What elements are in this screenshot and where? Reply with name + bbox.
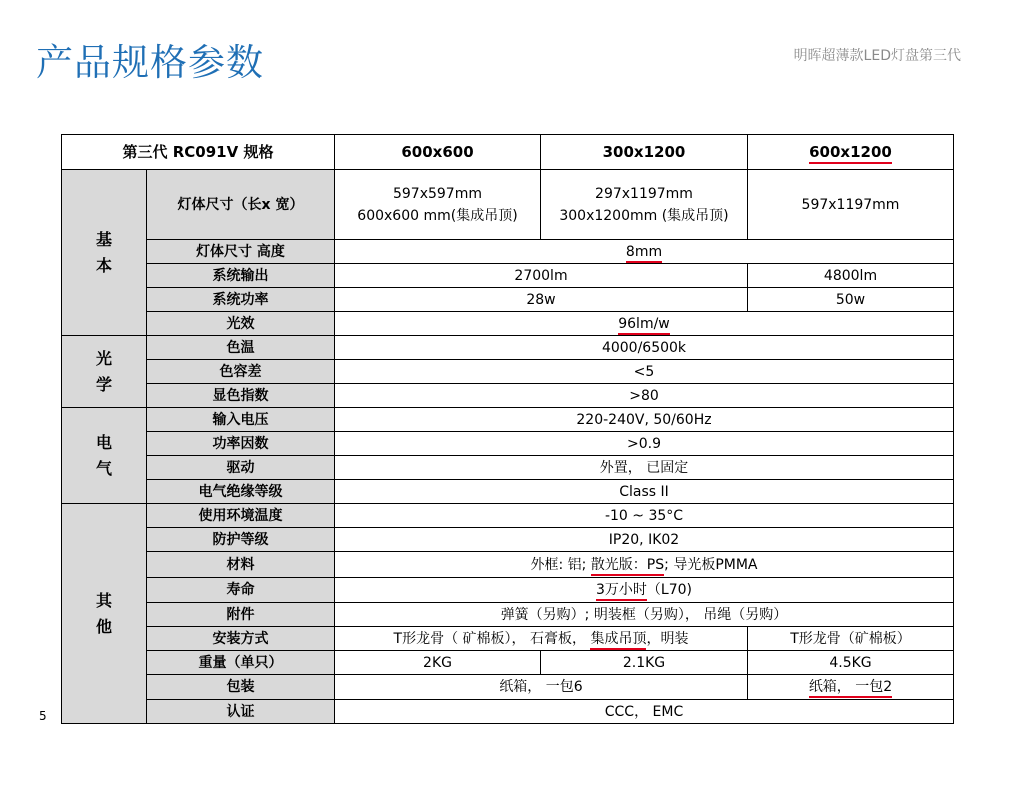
group-label-optical: 光 学 [62, 336, 147, 408]
cell-install-2: T形龙骨（矿棉板） [748, 627, 954, 651]
cell-cri: >80 [335, 384, 954, 408]
table-row [62, 264, 954, 288]
cell-driver: 外置， 已固定 [335, 456, 954, 480]
page-number: 5 [39, 709, 47, 723]
row-label-cri: 显色指数 [147, 384, 335, 408]
row-label-accessories: 附件 [147, 603, 335, 627]
cell-material: 外框: 铝; 散光版：PS; 导光板PMMA [335, 552, 954, 578]
cell-power-1: 28w [335, 288, 748, 312]
row-label-insulation: 电气绝缘等级 [147, 480, 335, 504]
cell-pf: >0.9 [335, 432, 954, 456]
column-header-600x1200-label: 600x1200 [809, 143, 892, 164]
cell-sdcm: <5 [335, 360, 954, 384]
row-label-height: 灯体尺寸 高度 [147, 240, 335, 264]
table-corner-header: 第三代 RC091V 规格 [62, 135, 335, 170]
cell-cert: CCC， EMC [335, 700, 954, 724]
cell-size-600x1200: 597x1197mm [748, 170, 954, 240]
table-row [62, 312, 954, 336]
row-label-package: 包装 [147, 675, 335, 700]
table-row [62, 480, 954, 504]
cell-height: 8mm [335, 240, 954, 264]
column-header-600x600: 600x600 [335, 135, 541, 170]
cell-package-1: 纸箱， 一包6 [335, 675, 748, 700]
row-label-weight: 重量（单只） [147, 651, 335, 675]
cell-efficacy: 96lm/w [335, 312, 954, 336]
row-label-install: 安装方式 [147, 627, 335, 651]
table-row [62, 675, 954, 700]
row-label-size: 灯体尺寸（长x 宽） [147, 170, 335, 240]
page-title: 产品规格参数 [36, 41, 264, 84]
spec-table [61, 134, 954, 724]
table-row [62, 627, 954, 651]
table-row [62, 240, 954, 264]
table-row [62, 456, 954, 480]
row-label-power: 系统功率 [147, 288, 335, 312]
row-label-voltage: 输入电压 [147, 408, 335, 432]
table-row [62, 552, 954, 578]
row-label-driver: 驱动 [147, 456, 335, 480]
cell-weight-600x1200: 4.5KG [748, 651, 954, 675]
row-label-output: 系统输出 [147, 264, 335, 288]
table-row [62, 504, 954, 528]
table-row [62, 578, 954, 603]
row-label-pf: 功率因数 [147, 432, 335, 456]
table-row [62, 432, 954, 456]
cell-temp: -10 ~ 35°C [335, 504, 954, 528]
table-row [62, 384, 954, 408]
row-label-sdcm: 色容差 [147, 360, 335, 384]
table-row [62, 408, 954, 432]
table-row [62, 651, 954, 675]
table-row [62, 603, 954, 627]
row-label-temp: 使用环境温度 [147, 504, 335, 528]
cell-weight-300x1200: 2.1KG [541, 651, 748, 675]
table-header-row [62, 135, 954, 170]
cell-ip: IP20, IK02 [335, 528, 954, 552]
row-label-efficacy: 光效 [147, 312, 335, 336]
cell-package-2: 纸箱， 一包2 [748, 675, 954, 700]
row-label-lifetime: 寿命 [147, 578, 335, 603]
cell-accessories: 弹簧（另购）; 明装框（另购）， 吊绳（另购） [335, 603, 954, 627]
group-label-other: 其 他 [62, 504, 147, 724]
column-header-300x1200: 300x1200 [541, 135, 748, 170]
cell-weight-600x600: 2KG [335, 651, 541, 675]
table-row [62, 360, 954, 384]
row-label-material: 材料 [147, 552, 335, 578]
row-label-cct: 色温 [147, 336, 335, 360]
cell-size-600x600: 597x597mm 600x600 mm(集成吊顶) [335, 170, 541, 240]
group-label-basic: 基 本 [62, 170, 147, 336]
page-subtitle: 明晖超薄款LED灯盘第三代 [793, 48, 961, 64]
table-row [62, 336, 954, 360]
cell-size-300x1200: 297x1197mm 300x1200mm (集成吊顶) [541, 170, 748, 240]
cell-lifetime: 3万小时（L70) [335, 578, 954, 603]
cell-output-1: 2700lm [335, 264, 748, 288]
cell-cct: 4000/6500k [335, 336, 954, 360]
table-row [62, 170, 954, 240]
row-label-ip: 防护等级 [147, 528, 335, 552]
cell-output-2: 4800lm [748, 264, 954, 288]
cell-power-2: 50w [748, 288, 954, 312]
table-row [62, 288, 954, 312]
group-label-electrical: 电 气 [62, 408, 147, 504]
cell-install-1: T形龙骨（ 矿棉板）， 石膏板， 集成吊顶，明装 [335, 627, 748, 651]
cell-insulation: Class II [335, 480, 954, 504]
column-header-600x1200 [748, 135, 954, 170]
table-row [62, 528, 954, 552]
cell-voltage: 220-240V, 50/60Hz [335, 408, 954, 432]
row-label-cert: 认证 [147, 700, 335, 724]
table-row [62, 700, 954, 724]
